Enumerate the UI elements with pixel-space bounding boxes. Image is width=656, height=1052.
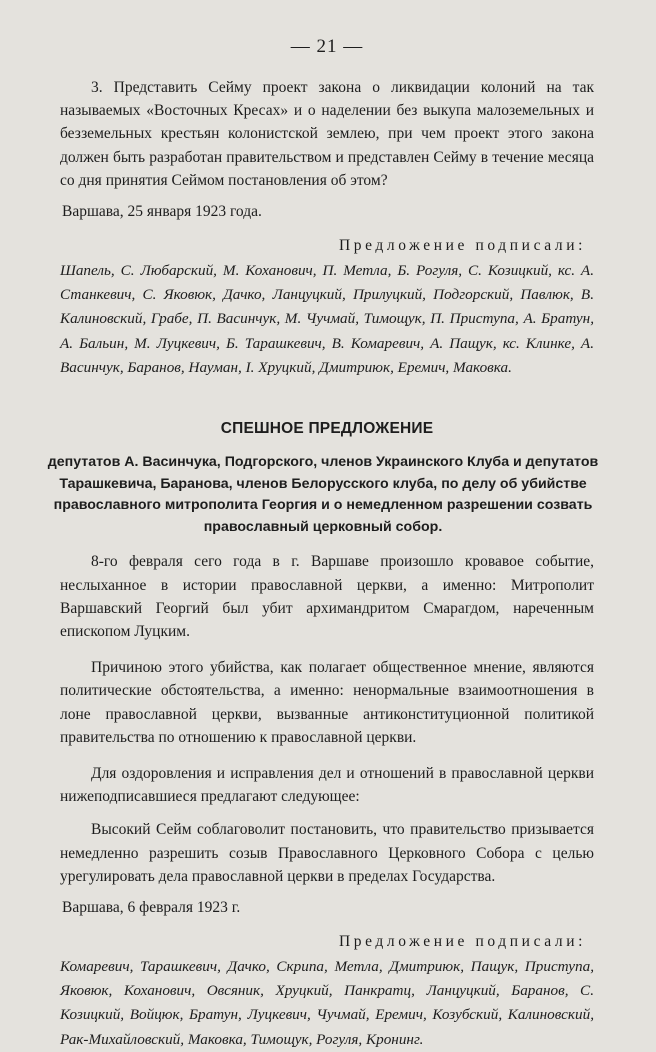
body-paragraph: Для оздоровления и исправления дел и отношений в православной церкви нижеподписавшиеся предлагают следующее: [60, 765, 594, 806]
page-number: — 21 — [290, 36, 364, 57]
body-paragraph: Причиною этого убийства, как полагает общественное мнение, являются политические обстоятельства, а именно: ненормальные взаимоотношения в лоне православной церкви, вызванные антиконституционной политикой правительства по отношению к православной церкви. [60, 659, 594, 746]
proposal-date: Варшава, 6 февраля 1923 г. [62, 899, 241, 917]
body-paragraph: Высокий Сейм соблаговолит постановить, что правительство призывается немедленно разрешить созыв Православного Церковного Собора с целью урегулировать дела православной церкви в пределах Государства. [60, 821, 594, 885]
section-heading: СПЕШНОЕ ПРЕДЛОЖЕНИЕ [220, 420, 434, 438]
body-paragraph: 8-го февраля сего года в г. Варшаве произошло кровавое событие, неслыханное в истории православной церкви, а именно: Митрополит Варшавский Георгий был убит архимандритом Смарагдом, нареченным епископом Луцким. [60, 553, 594, 641]
signed-label: Предложение подписали: [338, 933, 586, 951]
proposal-paragraph: 3. Представить Сейму проект закона о ликвидации колоний на так называемых «Восточных Кресах» и о наделении без выкупа малоземельных и безземельных крестьян колонистской землею, при чем проект этого закона должен быть разработан правительством и представлен Сейму в течение месяца со дня принятия Сеймом постановления об этом? [60, 79, 594, 189]
signed-label: Предложение подписали: [338, 237, 586, 255]
proposal-date: Варшава, 25 января 1923 года. [62, 203, 262, 221]
section-subheading: депутатов А. Васинчука, Подгорского, членов Украинского Клуба и депутатов Тарашкевича, Баранова, членов Белорусского клуба, по делу об убийстве православного митрополита Георгия и о немедленном разрешении созвать православный церковный собор. [47, 454, 599, 535]
signatories-list: Комаревич, Тарашкевич, Дачко, Скрипа, Метла, Дмитриюк, Пащук, Приступа, Яковюк, Коханович, Овсяник, Хруцкий, Панкратц, Ланцуцкий, Баранов, С. Козицкий, Войцюк, Братун, Луцкевич, Чучмай, Еремич, Козубский, Калиновский, Рак-Михайловский, Маковка, Тимощук, Рогуля, Кронинг. [60, 958, 594, 1048]
signatories-list: Шапель, С. Любарский, М. Коханович, П. Метла, Б. Рогуля, С. Козицкий, кс. А. Станкевич, С. Яковюк, Дачко, Ланцуцкий, Прилуцкий, Подгорский, Павлюк, В. Калиновский, Грабе, П. Васинчук, М. Чучмай, Тимощук, П. Приступа, А. Братун, А. Бальин, М. Луцкевич, Б. Тарашкевич, В. Комаревич, А. Пащук, кс. Клинке, А. Васинчук, Баранов, Науман, I. Хруцкий, Дмитриюк, Еремич, Маковка. [60, 262, 594, 376]
